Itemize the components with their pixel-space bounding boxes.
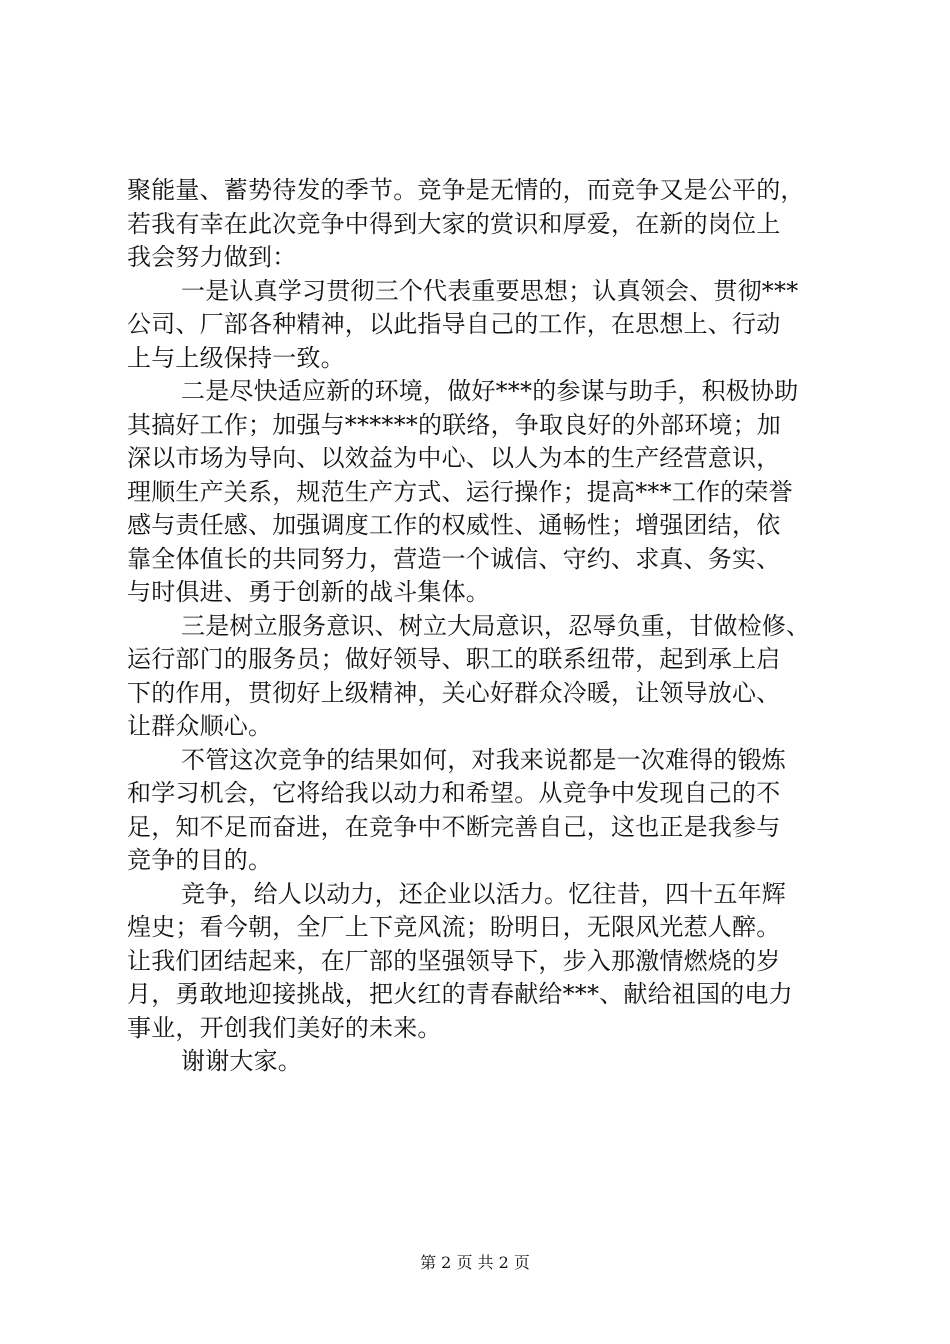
text-line: 理顺生产关系，规范生产方式、运行操作；提高***工作的荣誉 bbox=[127, 478, 793, 506]
text-line: 上与上级保持一致。 bbox=[127, 344, 345, 372]
text-line: 公司、厂部各种精神，以此指导自己的工作，在思想上、行动 bbox=[127, 310, 781, 338]
text-line: 深以市场为导向、以效益为中心、以人为本的生产经营意识， bbox=[127, 444, 781, 472]
paragraph-first-line: 竞争，给人以动力，还企业以活力。忆往昔，四十五年辉 bbox=[181, 880, 786, 908]
closing-line: 谢谢大家。 bbox=[181, 1047, 302, 1075]
text-line: 其搞好工作；加强与******的联络，争取良好的外部环境；加 bbox=[127, 411, 781, 439]
text-line: 我会努力做到： bbox=[127, 243, 297, 271]
page-number-footer: 第 2 页 共 2 页 bbox=[420, 1253, 530, 1272]
paragraph-first-line: 三是树立服务意识、树立大局意识，忍辱负重，甘做检修、 bbox=[181, 612, 811, 640]
text-line: 和学习机会，它将给我以动力和希望。从竞争中发现自己的不 bbox=[127, 779, 781, 807]
text-line: 煌史；看今朝，全厂上下竞风流；盼明日，无限风光惹人醉。 bbox=[127, 913, 781, 941]
text-line: 足，知不足而奋进，在竞争中不断完善自己，这也正是我参与 bbox=[127, 813, 781, 841]
text-line: 月，勇敢地迎接挑战，把火红的青春献给***、献给祖国的电力 bbox=[127, 980, 793, 1008]
paragraph-first-line: 二是尽快适应新的环境，做好***的参谋与助手，积极协助 bbox=[181, 377, 799, 405]
paragraph-first-line: 一是认真学习贯彻三个代表重要思想；认真领会、贯彻*** bbox=[181, 277, 799, 305]
text-line: 让我们团结起来，在厂部的坚强领导下，步入那激情燃烧的岁 bbox=[127, 947, 781, 975]
text-line: 运行部门的服务员；做好领导、职工的联系纽带，起到承上启 bbox=[127, 645, 781, 673]
text-line: 事业，开创我们美好的未来。 bbox=[127, 1014, 442, 1042]
text-line: 下的作用，贯彻好上级精神，关心好群众冷暖，让领导放心、 bbox=[127, 679, 781, 707]
text-line: 竞争的目的。 bbox=[127, 846, 273, 874]
text-line: 若我有幸在此次竞争中得到大家的赏识和厚爱，在新的岗位上 bbox=[127, 210, 781, 238]
text-line: 让群众顺心。 bbox=[127, 712, 273, 740]
text-line: 聚能量、蓄势待发的季节。竞争是无情的，而竞争又是公平的， bbox=[127, 176, 805, 204]
text-line: 与时俱进、勇于创新的战斗集体。 bbox=[127, 578, 490, 606]
text-line: 感与责任感、加强调度工作的权威性、通畅性；增强团结，依 bbox=[127, 511, 781, 539]
text-line: 靠全体值长的共同努力，营造一个诚信、守约、求真、务实、 bbox=[127, 545, 781, 573]
paragraph-first-line: 不管这次竞争的结果如何，对我来说都是一次难得的锻炼 bbox=[181, 746, 786, 774]
